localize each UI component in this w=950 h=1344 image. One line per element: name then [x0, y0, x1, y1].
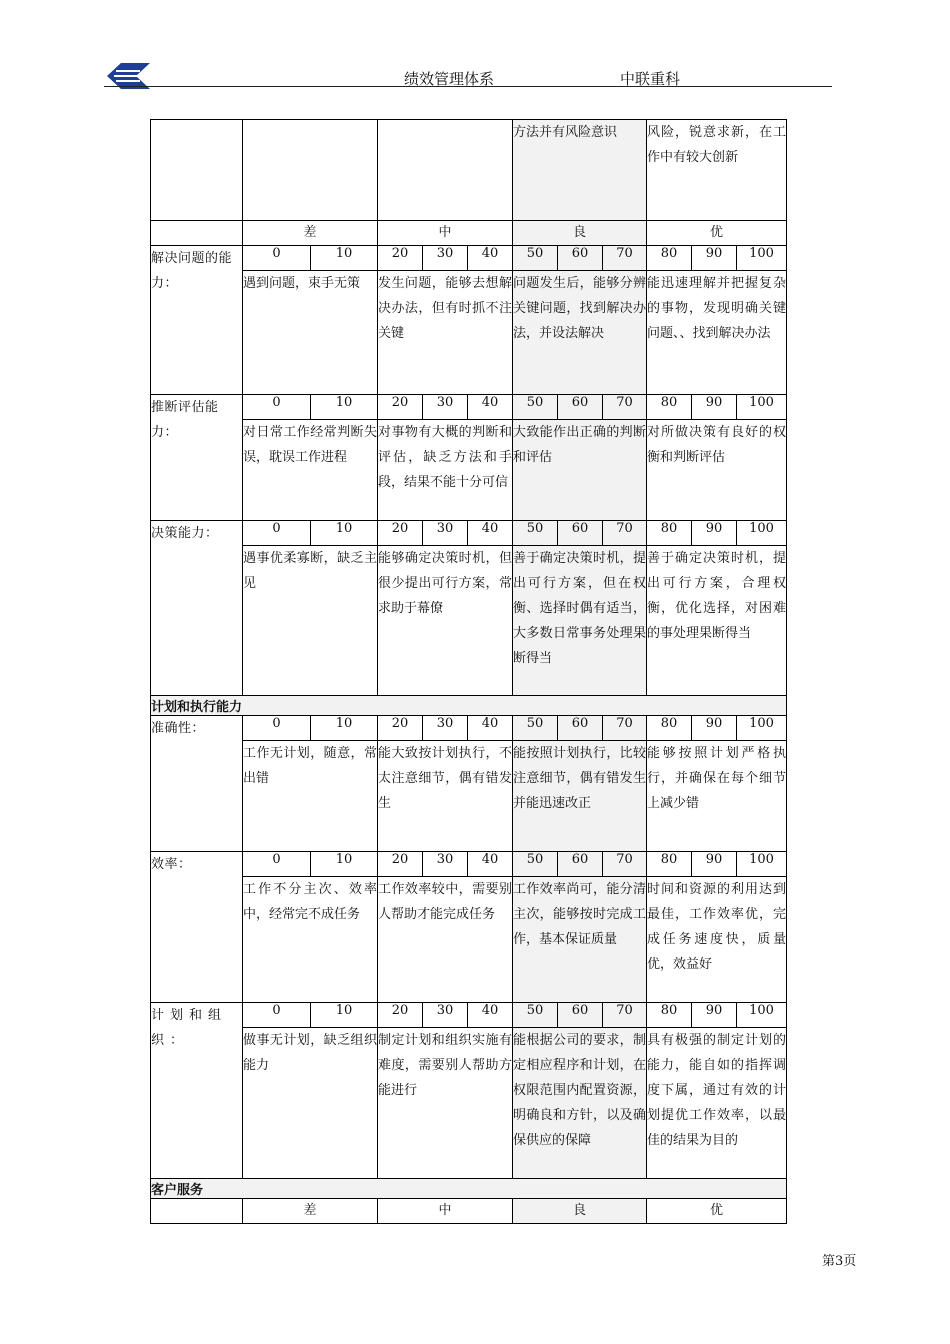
score-cell: 90 — [692, 521, 737, 546]
score-cell: 100 — [737, 1003, 787, 1028]
score-cell: 80 — [647, 1003, 692, 1028]
score-cell: 10 — [311, 521, 378, 546]
score-cell: 60 — [558, 246, 603, 271]
score-cell: 50 — [513, 852, 558, 877]
criterion-label: 推断评估能力： — [151, 395, 243, 521]
score-cell: 50 — [513, 716, 558, 741]
desc-cell-medium: 能大致按计划执行，不太注意细节，偶有错发生 — [378, 741, 513, 852]
score-cell: 80 — [647, 246, 692, 271]
desc-cell-excellent: 具有极强的制定计划的能力，能自如的指挥调度下属，通过有效的计划提优工作效率，以最佳的结果为目的 — [647, 1028, 787, 1179]
desc-cell-poor: 对日常工作经常判断失误，耽误工作进程 — [243, 420, 378, 521]
page-number: 第3页 — [822, 1254, 857, 1269]
score-cell: 0 — [243, 1003, 311, 1028]
score-cell: 40 — [468, 1003, 513, 1028]
score-cell: 40 — [468, 716, 513, 741]
score-cell: 50 — [513, 521, 558, 546]
criterion-label: 效率： — [151, 852, 243, 1003]
desc-cell-medium: 发生问题，能够去想解决办法，但有时抓不注关键 — [378, 271, 513, 395]
score-cell: 90 — [692, 852, 737, 877]
score-cell: 80 — [647, 395, 692, 420]
score-cell: 40 — [468, 521, 513, 546]
score-row — [151, 521, 787, 546]
score-cell: 100 — [737, 716, 787, 741]
score-cell: 90 — [692, 1003, 737, 1028]
score-cell: 20 — [378, 521, 423, 546]
criterion-label: 决策能力： — [151, 521, 243, 696]
desc-row — [151, 741, 787, 852]
score-cell: 90 — [692, 716, 737, 741]
criterion-label: 准确性： — [151, 716, 243, 852]
desc-cell-good: 善于确定决策时机，提出可行方案，但在权衡、选择时偶有适当，大多数日常事务处理果断得当 — [513, 546, 647, 696]
score-cell: 20 — [378, 395, 423, 420]
score-cell: 70 — [603, 852, 647, 877]
header-title: 绩效管理体系 — [404, 70, 495, 88]
desc-cell-poor: 遇事优柔寡断，缺乏主见 — [243, 546, 378, 696]
evaluation-table — [150, 119, 787, 1224]
section-title-service: 客户服务 — [151, 1179, 787, 1199]
desc-cell-medium: 制定计划和组织实施有难度，需要别人帮助方能进行 — [378, 1028, 513, 1179]
level-excellent: 优 — [647, 221, 787, 246]
level-medium: 中 — [378, 221, 513, 246]
score-cell: 50 — [513, 246, 558, 271]
desc-cell-medium: 对事物有大概的判断和评估，缺乏方法和手段，结果不能十分可信 — [378, 420, 513, 521]
score-cell: 20 — [378, 852, 423, 877]
desc-cell-excellent: 对所做决策有良好的权衡和判断评估 — [647, 420, 787, 521]
criterion-label: 解决问题的能力： — [151, 246, 243, 395]
score-cell: 0 — [243, 852, 311, 877]
level-poor: 差 — [243, 221, 378, 246]
header-company: 中联重科 — [620, 70, 681, 88]
criterion-label: 计划和组织： — [151, 1003, 243, 1179]
score-cell: 100 — [737, 521, 787, 546]
score-cell: 60 — [558, 716, 603, 741]
desc-cell-good: 大致能作出正确的判断和评估 — [513, 420, 647, 521]
score-cell: 40 — [468, 246, 513, 271]
score-cell: 10 — [311, 852, 378, 877]
score-cell: 30 — [423, 395, 468, 420]
desc-row — [151, 546, 787, 696]
score-cell: 30 — [423, 852, 468, 877]
score-cell: 80 — [647, 852, 692, 877]
level-row — [151, 1199, 787, 1224]
desc-cell-excellent: 善于确定决策时机，提出可行方案，合理权衡，优化选择，对困难的事处理果断得当 — [647, 546, 787, 696]
section-row — [151, 696, 787, 716]
desc-row — [151, 271, 787, 395]
score-cell: 80 — [647, 716, 692, 741]
desc-cell-medium — [378, 120, 513, 221]
label-cell — [151, 120, 243, 221]
score-cell: 0 — [243, 521, 311, 546]
score-cell: 30 — [423, 1003, 468, 1028]
desc-cell-excellent: 能迅速理解并把握复杂的事物，发现明确关键问题、、找到解决办法 — [647, 271, 787, 395]
desc-cell-good: 能根据公司的要求，制定相应程序和计划，在权限范围内配置资源，明确良和方针，以及确保供应的保障 — [513, 1028, 647, 1179]
desc-cell-excellent: 风险，锐意求新，在工作中有较大创新 — [647, 120, 787, 221]
score-cell: 60 — [558, 395, 603, 420]
score-cell: 10 — [311, 1003, 378, 1028]
score-row — [151, 716, 787, 741]
desc-cell-excellent: 时间和资源的利用达到最佳，工作效率优，完成任务速度快，质量优，效益好 — [647, 877, 787, 1003]
level-medium: 中 — [378, 1199, 513, 1224]
section-row — [151, 1179, 787, 1199]
score-cell: 40 — [468, 395, 513, 420]
score-cell: 10 — [311, 246, 378, 271]
score-cell: 70 — [603, 395, 647, 420]
score-cell: 100 — [737, 246, 787, 271]
score-cell: 30 — [423, 521, 468, 546]
desc-cell-excellent: 能够按照计划严格执行，并确保在每个细节上减少错 — [647, 741, 787, 852]
desc-cell-poor: 做事无计划，缺乏组织能力 — [243, 1028, 378, 1179]
score-cell: 40 — [468, 852, 513, 877]
company-logo-icon — [104, 60, 152, 92]
desc-cell-good: 方法并有风险意识 — [513, 120, 647, 221]
score-row — [151, 1003, 787, 1028]
score-cell: 20 — [378, 716, 423, 741]
desc-cell-good: 问题发生后，能够分辨关键问题，找到解决办法，并设法解决 — [513, 271, 647, 395]
desc-cell-medium: 工作效率较中，需要别人帮助才能完成任务 — [378, 877, 513, 1003]
score-cell: 50 — [513, 395, 558, 420]
desc-cell-medium: 能够确定决策时机，但很少提出可行方案，常求助于幕僚 — [378, 546, 513, 696]
score-cell: 0 — [243, 716, 311, 741]
score-cell: 50 — [513, 1003, 558, 1028]
score-cell: 30 — [423, 716, 468, 741]
table-row — [151, 120, 787, 221]
desc-cell-good: 工作效率尚可，能分清主次，能够按时完成工作，基本保证质量 — [513, 877, 647, 1003]
desc-cell-poor — [243, 120, 378, 221]
section-title-planning: 计划和执行能力 — [151, 696, 787, 716]
score-cell: 100 — [737, 852, 787, 877]
desc-cell-good: 能按照计划执行，比较注意细节，偶有错发生并能迅速改正 — [513, 741, 647, 852]
score-cell: 100 — [737, 395, 787, 420]
score-cell: 0 — [243, 246, 311, 271]
score-cell: 70 — [603, 716, 647, 741]
level-excellent: 优 — [647, 1199, 787, 1224]
desc-cell-poor: 工作无计划，随意，常出错 — [243, 741, 378, 852]
header-divider — [104, 86, 832, 87]
score-cell: 90 — [692, 246, 737, 271]
score-cell: 20 — [378, 246, 423, 271]
score-cell: 20 — [378, 1003, 423, 1028]
desc-row — [151, 420, 787, 521]
score-cell: 60 — [558, 852, 603, 877]
level-good: 良 — [513, 221, 647, 246]
score-cell: 80 — [647, 521, 692, 546]
score-cell: 10 — [311, 716, 378, 741]
score-row — [151, 246, 787, 271]
score-cell: 60 — [558, 1003, 603, 1028]
score-row — [151, 395, 787, 420]
score-cell: 10 — [311, 395, 378, 420]
score-cell: 90 — [692, 395, 737, 420]
desc-row — [151, 877, 787, 1003]
score-cell: 70 — [603, 1003, 647, 1028]
desc-row — [151, 1028, 787, 1179]
score-cell: 0 — [243, 395, 311, 420]
level-row — [151, 221, 787, 246]
score-row — [151, 852, 787, 877]
desc-cell-poor: 遇到问题，束手无策 — [243, 271, 378, 395]
score-cell: 30 — [423, 246, 468, 271]
score-cell: 70 — [603, 521, 647, 546]
score-cell: 70 — [603, 246, 647, 271]
desc-cell-poor: 工作不分主次、效率中，经常完不成任务 — [243, 877, 378, 1003]
level-poor: 差 — [243, 1199, 378, 1224]
level-good: 良 — [513, 1199, 647, 1224]
score-cell: 60 — [558, 521, 603, 546]
